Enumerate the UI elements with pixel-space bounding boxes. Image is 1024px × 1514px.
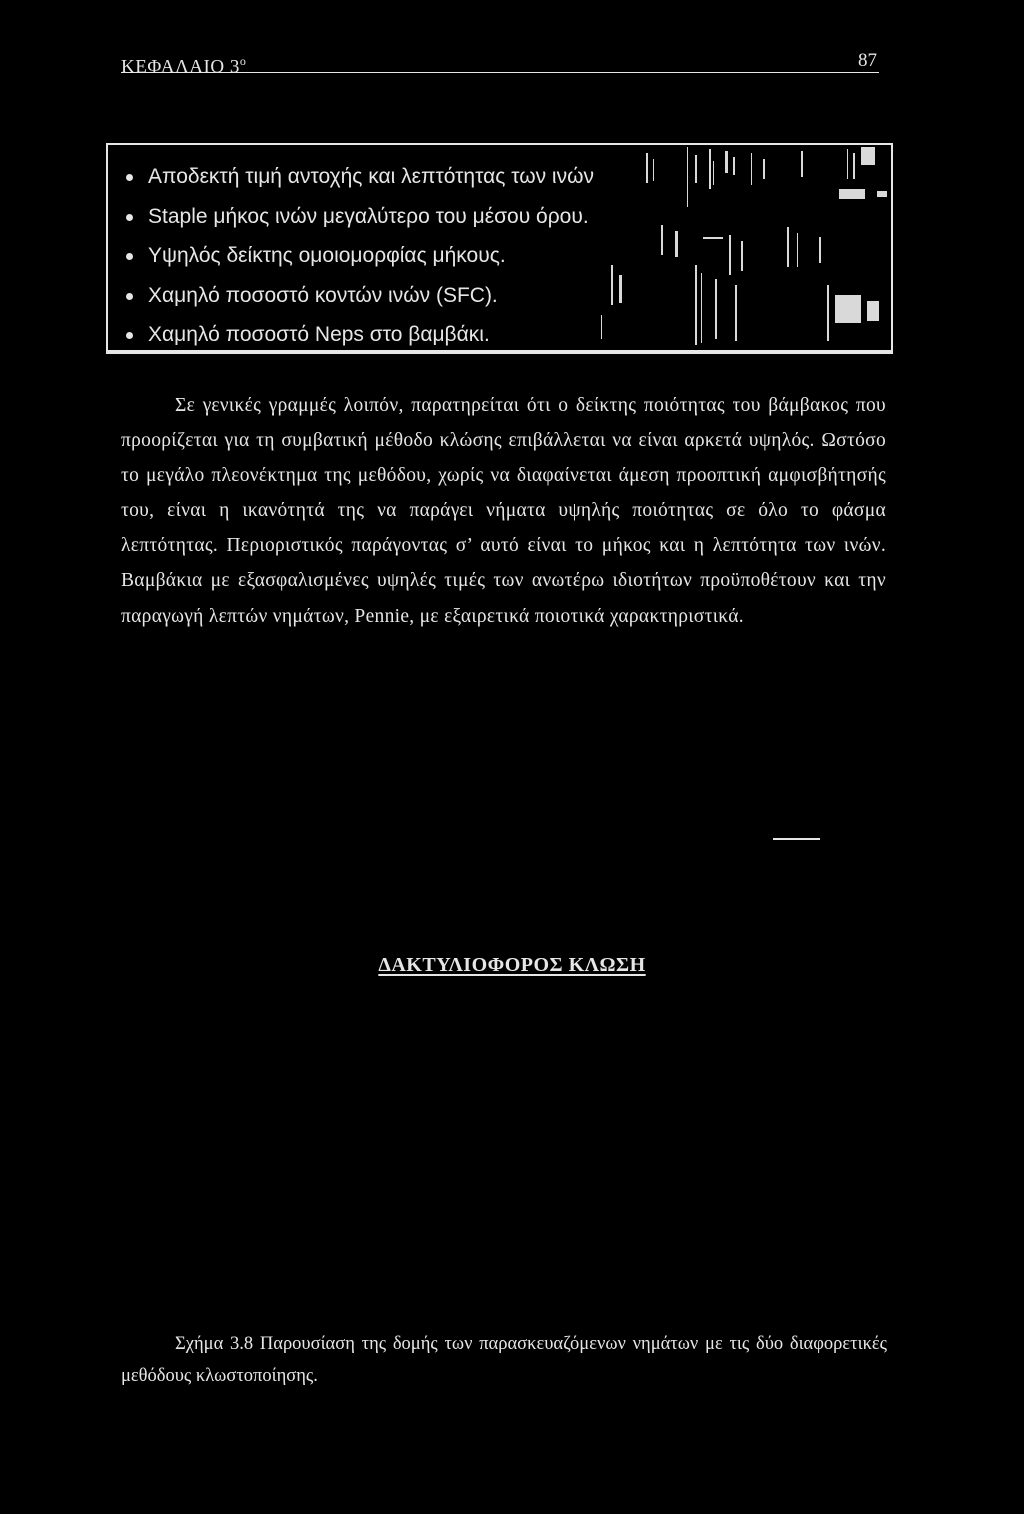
scan-artifact-marks: [591, 145, 891, 350]
body-paragraph: Σε γενικές γραμμές λοιπόν, παρατηρείται ότι ο δείκτης ποιότητας του βάμβακος που προορίζεται για τη συμβατική μέθοδο κλώσης επιβάλλεται να είναι αρκετά υψηλός. Ωστόσο το μεγάλο πλεονέκτημα της μεθόδου, χωρίς να διαφαίνεται άμεση προοπτική αμφισβήτησής του, είναι η ικανότητά της να παράγει νήματα υψηλής ποιότητας σε όλο το φάσμα λεπτότητας. Περιοριστικός παράγοντας σ’ αυτό είναι το μήκος και η λεπτότητα των ινών. Βαμβάκια με εξασφαλισμένες υψηλές τιμές των ανωτέρω ιδιοτήτων προϋποθέτουν και την παραγωγή λεπτών νημάτων, Pennie, με εξαιρετικά ποιοτικά χαρακτηριστικά.: [121, 395, 886, 627]
section-title: ΔΑΚΤΥΛΙΟΦΟΡΟΣ ΚΛΩΣΗ: [378, 954, 646, 976]
fiber-requirements-box: [106, 143, 893, 354]
list-item: Staple μήκος ινών μεγαλύτερο του μέσου όρου.: [108, 197, 594, 237]
chapter-label: ΚΕΦΑΛΑΙΟ $3^o$: [121, 54, 247, 78]
requirements-list: [108, 157, 594, 354]
separator-dash: [773, 838, 820, 840]
page-number: 87: [858, 50, 877, 71]
list-item: Υψηλός δείκτης ομοιομορφίας μήκους.: [108, 236, 594, 276]
list-item: Χαμηλό ποσοστό Neps στο βαμβάκι.: [108, 315, 594, 354]
figure-caption: Σχήμα 3.8 Παρουσίαση της δομής των παρασκευαζόμενων νημάτων με τις δύο διαφορετικές μεθόδους κλωστοποίησης.: [121, 1334, 887, 1386]
chapter-ordinal: ο: [239, 54, 247, 68]
list-item: Χαμηλό ποσοστό κοντών ινών (SFC).: [108, 276, 594, 316]
page-header: [121, 50, 879, 78]
list-item: Αποδεκτή τιμή αντοχής και λεπτότητας των ινών: [108, 157, 594, 197]
